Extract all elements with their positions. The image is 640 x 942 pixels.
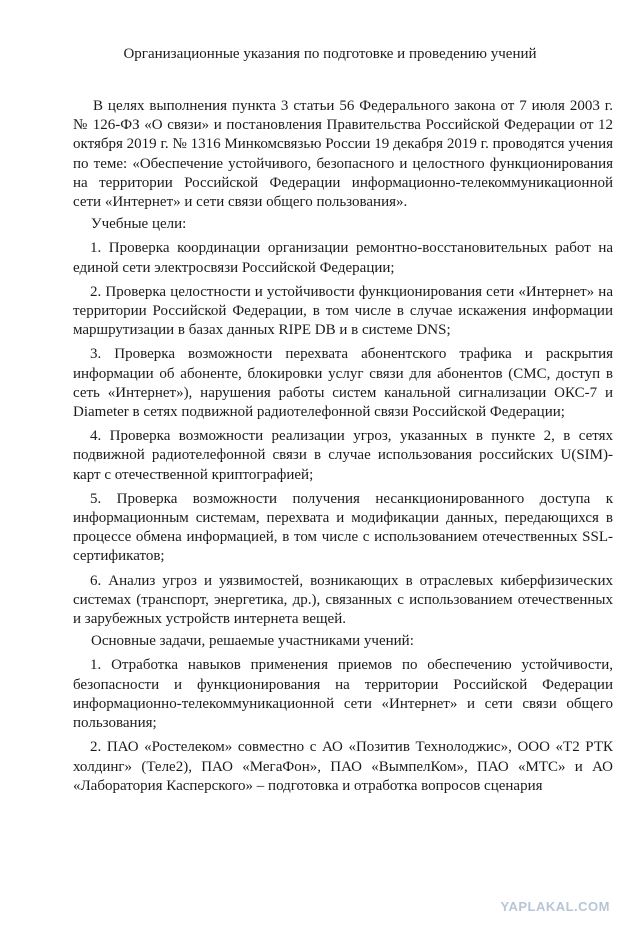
goal-item-2: 2. Проверка целостности и устойчивости функционирования сети «Интернет» на территории Российской Федерации, в том числе в случае искажения информации маршрутизации в базах данных RIPE DB и в системе DNS; <box>73 283 613 339</box>
task-item-1: 1. Отработка навыков применения приемов по обеспечению устойчивости, безопасности и функционирования на территории Российской Федерации информационно-телекоммуникационной сети «Интернет» и сети связи общего пользования; <box>73 657 613 732</box>
goal-item-3: 3. Проверка возможности перехвата абонентского трафика и раскрытия информации об абоненте, блокировки услуг связи для абонентов (СМС, доступ в сеть «Интернет»), нарушения работы систем канальной сигнализации ОКС-7 и Diameter в сетях подвижной радиотелефонной связи Российской Федерации; <box>73 346 613 421</box>
goal-item-5: 5. Проверка возможности получения несанкционированного доступа к информационным системам, перехвата и модификации данных, передающихся в процессе обмена информацией, в том числе с использованием отечественных SSL-сертификатов; <box>73 490 613 565</box>
goals-heading: Учебные цели: <box>91 216 187 233</box>
task-item-2: 2. ПАО «Ростелеком» совместно с АО «Позитив Технолоджис», ООО «Т2 РТК холдинг» (Теле2), ПАО «МегаФон», ПАО «ВымпелКом», ПАО «МТС» и АО «Лаборатория Касперского» – подготовка и отработка вопросов сценария <box>73 739 613 794</box>
goal-item-1: 1. Проверка координации организации ремонтно-восстановительных работ на единой сети электросвязи Российской Федерации; <box>73 240 613 276</box>
goal-item-6: 6. Анализ угроз и уязвимостей, возникающих в отраслевых киберфизических системах (транспорт, энергетика, др.), связанных с использованием отечественных и зарубежных устройств интернета вещей. <box>73 572 613 628</box>
document-body <box>73 97 613 796</box>
intro-paragraph: В целях выполнения пункта 3 статьи 56 Федерального закона от 7 июля 2003 г. № 126-ФЗ «О связи» и постановления Правительства Российской Федерации от 12 октября 2019 г. № 1316 Минкомсвязью России 19 декабря 2019 г. проводятся учения по теме: «Обеспечение устойчивого, безопасного и целостного функционирования на территории Российской Федерации информационно-телекоммуникационной сети «Интернет» и сети связи общего пользования». <box>73 98 613 211</box>
site-watermark: YAPLAKAL.COM <box>500 899 610 914</box>
tasks-heading: Основные задачи, решаемые участниками учений: <box>91 633 414 650</box>
document-title: Организационные указания по подготовке и проведению учений <box>123 46 537 62</box>
goal-item-4: 4. Проверка возможности реализации угроз, указанных в пункте 2, в сетях подвижной радиотелефонной связи в случае использования российских U(SIM)-карт с отечественной криптографией; <box>73 428 613 483</box>
